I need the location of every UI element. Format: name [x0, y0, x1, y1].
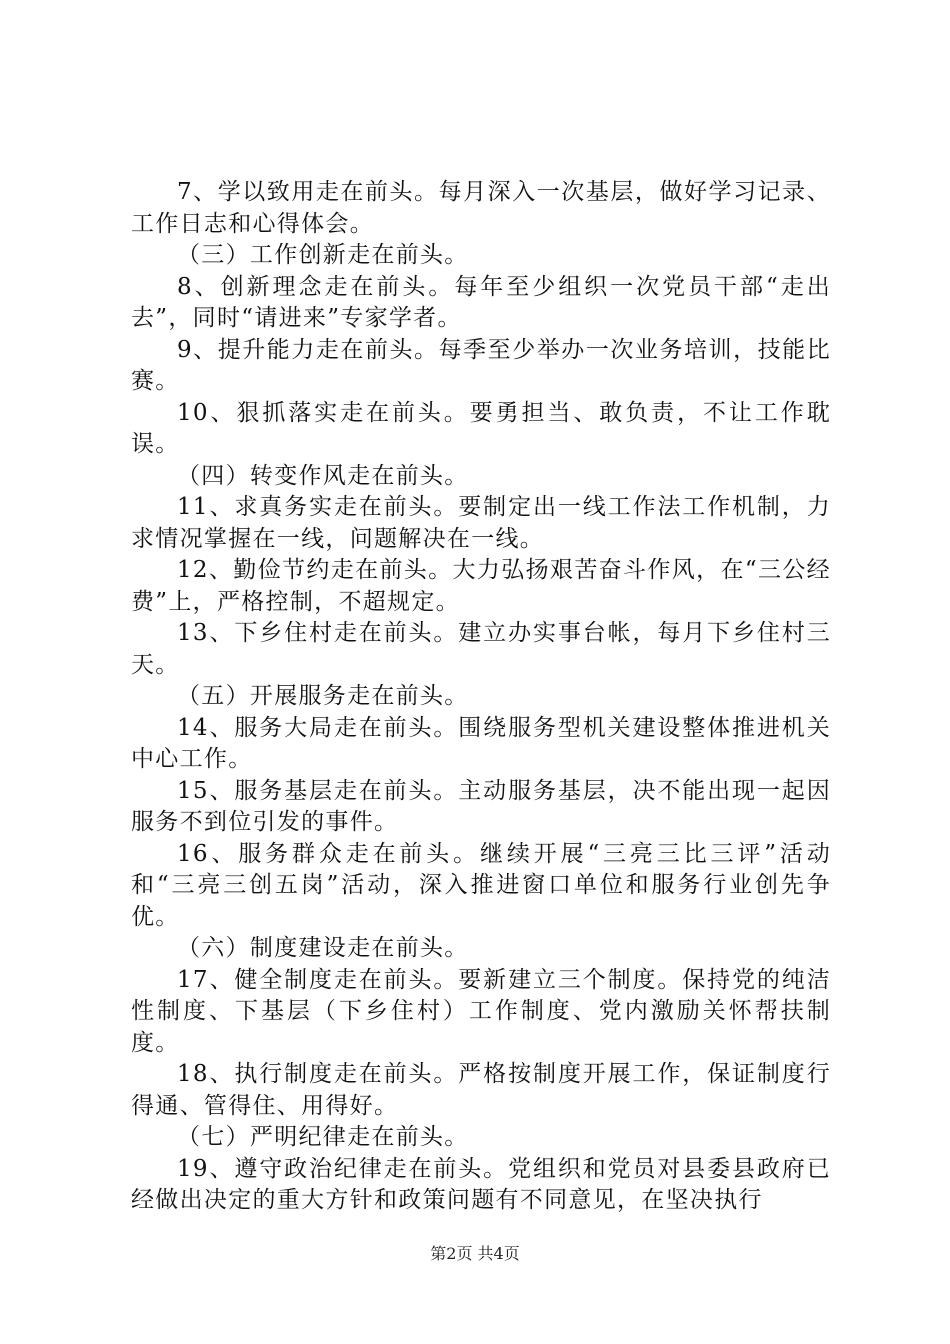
section-heading-6: （六）制度建设走在前头。 — [177, 935, 469, 961]
paragraph-item-16: 16、服务群众走在前头。继续开展“三亮三比三评”活动和“三亮三创五岗”活动，深入推进窗口单位和服务行业创先争优。 — [131, 840, 831, 930]
paragraph-item-12: 12、勤俭节约走在前头。大力弘扬艰苦奋斗作风，在“三公经费”上，严格控制，不超规定。 — [131, 557, 831, 615]
paragraph-item-10: 10、狠抓落实走在前头。要勇担当、敢负责，不让工作耽误。 — [131, 399, 831, 457]
section-heading-7: （七）严明纪律走在前头。 — [177, 1124, 469, 1150]
paragraph-item-13: 13、下乡住村走在前头。建立办实事台帐，每月下乡住村三天。 — [131, 620, 831, 678]
paragraph-item-19: 19、遵守政治纪律走在前头。党组织和党员对县委县政府已经做出决定的重大方针和政策问题有不同意见，在坚决执行 — [131, 1155, 831, 1213]
paragraph-item-14: 14、服务大局走在前头。围绕服务型机关建设整体推进机关中心工作。 — [131, 714, 831, 772]
page-number-footer: 第2页 共4页 — [430, 1244, 520, 1263]
paragraph-item-8: 8、创新理念走在前头。每年至少组织一次党员干部“走出去”，同时“请进来”专家学者。 — [131, 273, 831, 331]
paragraph-item-15: 15、服务基层走在前头。主动服务基层，决不能出现一起因服务不到位引发的事件。 — [131, 777, 831, 835]
paragraph-item-18: 18、执行制度走在前头。严格按制度开展工作，保证制度行得通、管得住、用得好。 — [131, 1061, 831, 1119]
section-heading-3: （三）工作创新走在前头。 — [177, 242, 469, 268]
paragraph-item-17: 17、健全制度走在前头。要新建立三个制度。保持党的纯洁性制度、下基层（下乡住村）工作制度、党内激励关怀帮扶制度。 — [131, 966, 831, 1056]
document-body — [131, 177, 831, 1217]
paragraph-item-9: 9、提升能力走在前头。每季至少举办一次业务培训，技能比赛。 — [131, 336, 831, 394]
section-heading-5: （五）开展服务走在前头。 — [177, 683, 469, 709]
paragraph-item-11: 11、求真务实走在前头。要制定出一线工作法工作机制，力求情况掌握在一线，问题解决在一线。 — [131, 494, 831, 552]
paragraph-item-7: 7、学以致用走在前头。每月深入一次基层，做好学习记录、工作日志和心得体会。 — [131, 179, 831, 237]
section-heading-4: （四）转变作风走在前头。 — [177, 462, 469, 489]
